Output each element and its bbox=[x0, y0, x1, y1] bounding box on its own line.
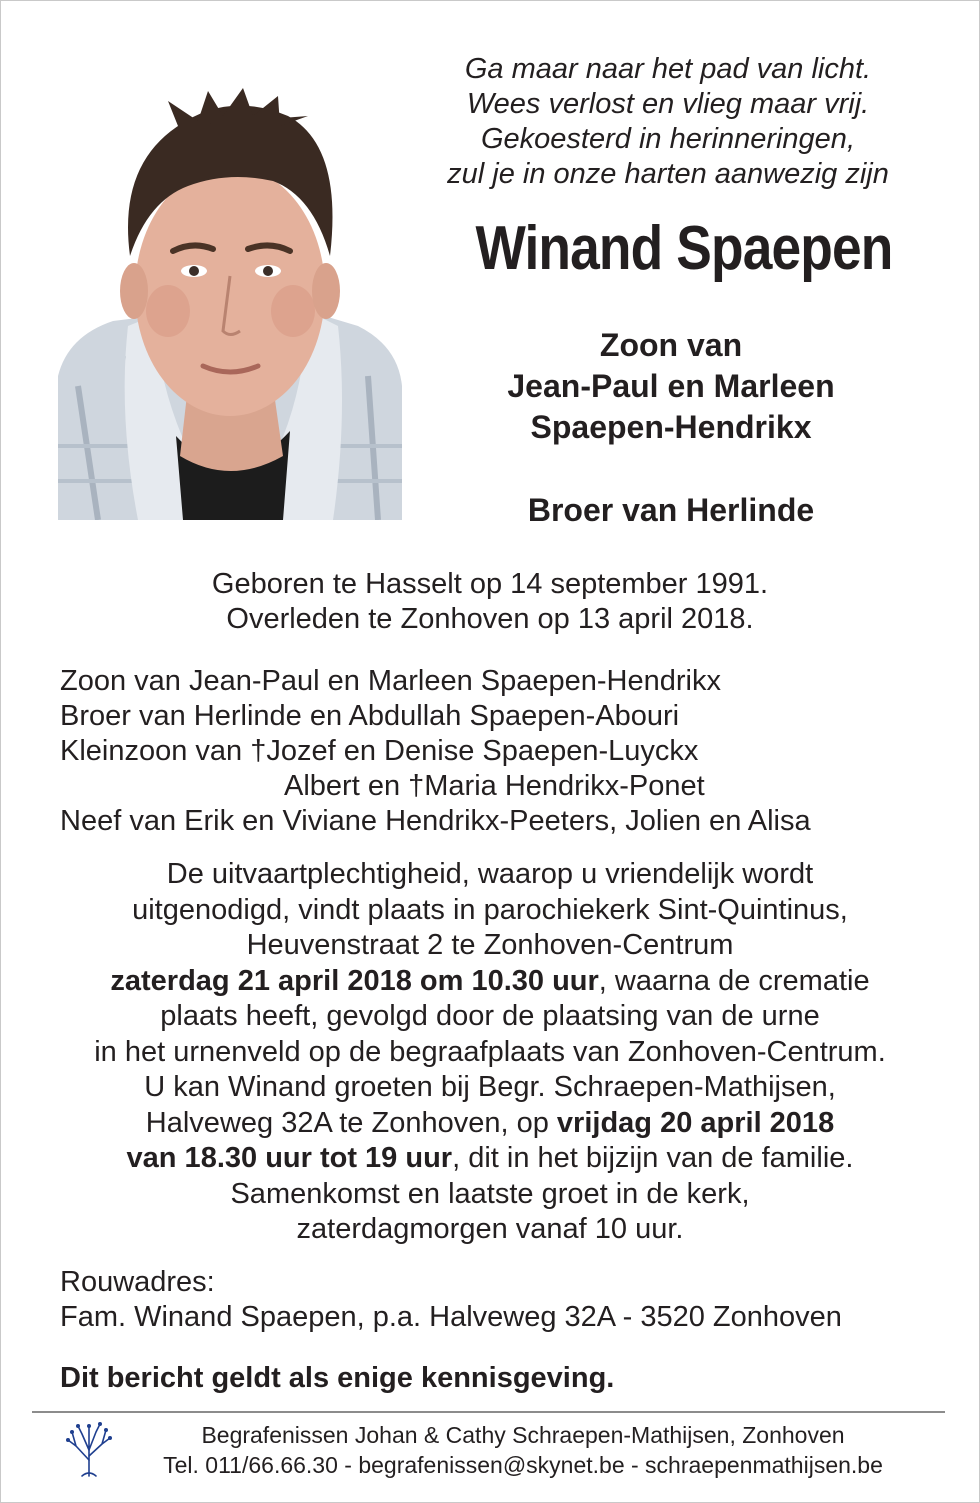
relation-line: Broer van Herlinde bbox=[527, 492, 815, 528]
ceremony-line: in het urnenveld op de begraafplaats van Zonhoven-Centrum. bbox=[94, 1035, 886, 1068]
relation-line: Jean-Paul en Marleen bbox=[507, 368, 835, 404]
family-line: Kleinzoon van †Jozef en Denise Spaepen-Luyckx bbox=[60, 735, 699, 767]
family-line: Zoon van Jean-Paul en Marleen Spaepen-Hendrikx bbox=[60, 665, 721, 697]
ceremony-details bbox=[40, 857, 940, 1248]
tree-icon bbox=[62, 1420, 116, 1478]
mourning-address bbox=[60, 1265, 940, 1335]
ceremony-line: plaats heeft, gevolgd door de plaatsing van de urne bbox=[160, 1000, 820, 1032]
address-label: Rouwadres: bbox=[60, 1266, 215, 1298]
ceremony-line: zaterdagmorgen vanaf 10 uur. bbox=[296, 1213, 684, 1245]
visitation-date: vrijdag 20 april 2018 bbox=[556, 1106, 835, 1139]
ceremony-line bbox=[40, 1141, 940, 1177]
memorial-poem bbox=[418, 52, 918, 192]
poem-line: Wees verlost en vlieg maar vrij. bbox=[466, 88, 870, 120]
ceremony-text: Halveweg 32A te Zonhoven, op bbox=[145, 1106, 557, 1139]
death-line: Overleden te Zonhoven op 13 april 2018. bbox=[226, 603, 754, 635]
poem-line: Gekoesterd in herinneringen, bbox=[480, 123, 855, 155]
poem-line: Ga maar naar het pad van licht. bbox=[464, 53, 872, 85]
funeral-home-info bbox=[118, 1420, 928, 1480]
ceremony-line: De uitvaartplechtigheid, waarop u vriendelijk wordt bbox=[166, 858, 814, 890]
family-line: Neef van Erik en Viviane Hendrikx-Peeters, Jolien en Alisa bbox=[60, 805, 811, 837]
ceremony-line: Samenkomst en laatste groet in de kerk, bbox=[230, 1177, 750, 1210]
family-line: Albert en †Maria Hendrikx-Ponet bbox=[284, 770, 705, 802]
relation-line: Spaepen-Hendrikx bbox=[530, 409, 812, 445]
ceremony-line: uitgenodigd, vindt plaats in parochiekerk Sint-Quintinus, bbox=[132, 893, 848, 926]
birth-death-dates bbox=[60, 567, 920, 637]
deceased-name: Winand Spaepen bbox=[475, 214, 893, 283]
birth-line: Geboren te Hasselt op 14 september 1991. bbox=[211, 568, 769, 600]
ceremony-line bbox=[40, 964, 940, 1000]
ceremony-text: , dit in het bijzijn van de familie. bbox=[452, 1142, 854, 1174]
footer-divider bbox=[32, 1411, 945, 1413]
funeral-date: zaterdag 21 april 2018 om 10.30 uur bbox=[110, 964, 599, 997]
visitation-time: van 18.30 uur tot 19 uur bbox=[126, 1142, 453, 1174]
family-list bbox=[60, 664, 940, 839]
portrait-photo bbox=[58, 86, 402, 520]
ceremony-text: , waarna de crematie bbox=[598, 964, 870, 997]
family-line: Broer van Herlinde en Abdullah Spaepen-Abouri bbox=[60, 700, 680, 732]
ceremony-line: Heuvenstraat 2 te Zonhoven-Centrum bbox=[246, 929, 734, 961]
funeral-home-name: Begrafenissen Johan & Cathy Schraepen-Mathijsen, Zonhoven bbox=[201, 1422, 845, 1448]
address-value: Fam. Winand Spaepen, p.a. Halveweg 32A - 3520 Zonhoven bbox=[60, 1301, 842, 1333]
relation-block bbox=[440, 325, 902, 531]
ceremony-line bbox=[40, 1106, 940, 1142]
relation-line: Zoon van bbox=[599, 327, 743, 363]
notice-statement: Dit bericht geldt als enige kennisgeving. bbox=[60, 1362, 615, 1394]
poem-line: zul je in onze harten aanwezig zijn bbox=[447, 158, 889, 190]
funeral-home-contact: Tel. 011/66.66.30 - begrafenissen@skynet.be - schraepenmathijsen.be bbox=[163, 1452, 883, 1478]
ceremony-line: U kan Winand groeten bij Begr. Schraepen-Mathijsen, bbox=[144, 1071, 836, 1103]
